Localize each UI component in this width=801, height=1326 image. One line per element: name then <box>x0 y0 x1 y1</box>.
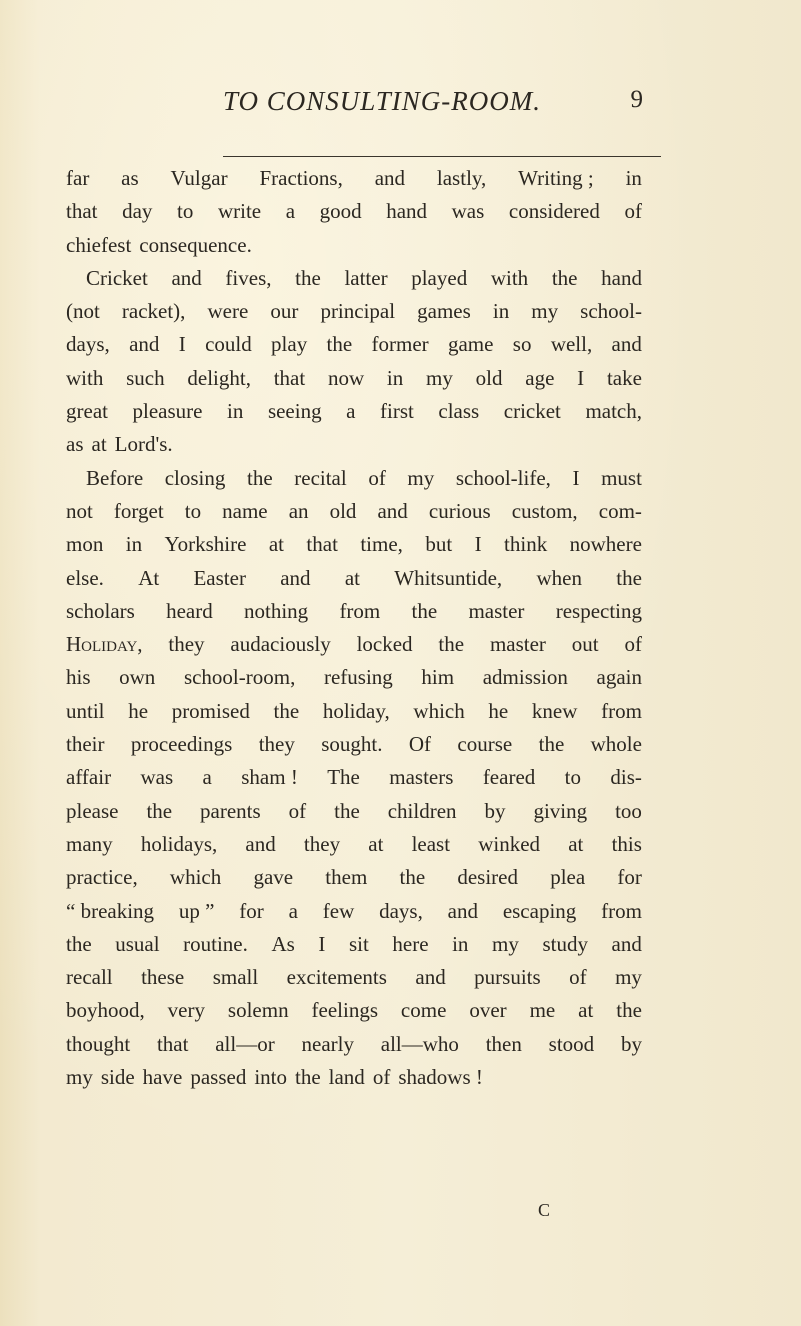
word: him <box>421 665 455 690</box>
text-line <box>66 262 642 295</box>
word: delight, <box>187 365 251 390</box>
word: school-room, <box>183 665 296 690</box>
word: was <box>451 199 485 224</box>
word: then <box>485 1031 522 1056</box>
word: now <box>327 365 365 390</box>
word: their <box>66 732 105 757</box>
word: and <box>245 831 276 856</box>
word: thought <box>66 1031 131 1056</box>
word: feelings <box>311 998 378 1023</box>
word: Easter <box>193 565 246 590</box>
word: and <box>171 265 202 290</box>
word: Yorkshire <box>164 532 247 557</box>
text-line <box>66 795 642 828</box>
word: holiday, <box>322 698 390 723</box>
word: school- <box>580 299 642 324</box>
word: from <box>601 698 642 723</box>
text-line <box>66 462 642 495</box>
word: these <box>141 965 185 990</box>
word: he <box>128 698 149 723</box>
word: days, <box>66 332 110 357</box>
word: play <box>271 332 308 357</box>
word: whole <box>590 732 642 757</box>
word: out <box>571 632 599 657</box>
word: until <box>66 698 105 723</box>
word: of <box>569 965 587 990</box>
word: old <box>475 365 503 390</box>
word: heard <box>166 598 213 623</box>
word: for <box>617 865 642 890</box>
word: Holiday, <box>66 632 143 657</box>
word: At <box>138 565 160 590</box>
word: least <box>411 831 451 856</box>
word: affair <box>66 765 112 790</box>
text-line <box>66 328 642 361</box>
word: consequence. <box>139 232 252 257</box>
word: first <box>380 399 414 424</box>
text-line <box>66 229 642 262</box>
word: that <box>66 199 98 224</box>
text-line <box>66 195 642 228</box>
word: at <box>568 831 584 856</box>
word: was <box>140 765 174 790</box>
text-line <box>66 761 642 794</box>
word: closing <box>164 465 226 490</box>
word: passed <box>190 1065 247 1090</box>
word: at <box>578 998 594 1023</box>
text-line <box>66 628 642 661</box>
word: I <box>572 465 580 490</box>
word: usual <box>115 931 160 956</box>
word: Writing ; <box>518 166 594 190</box>
word: practice, <box>66 865 138 890</box>
word: good <box>319 199 362 224</box>
word: think <box>504 532 548 557</box>
word: the <box>295 265 321 290</box>
word: played <box>411 265 468 290</box>
word: masters <box>389 765 454 790</box>
word: parents <box>200 798 261 823</box>
word: latter <box>344 265 388 290</box>
page-number: 9 <box>630 86 643 113</box>
word: and <box>415 965 446 990</box>
word: The <box>327 765 360 790</box>
word: to <box>184 498 202 523</box>
word: lastly, <box>436 166 487 190</box>
word: when <box>536 565 582 590</box>
word: they <box>258 732 295 757</box>
word: and <box>129 332 160 357</box>
word: promised <box>171 698 250 723</box>
word: at <box>268 532 284 557</box>
header-rule <box>223 156 661 157</box>
word: (not <box>66 299 100 324</box>
word: solemn <box>227 998 289 1023</box>
word: name <box>222 498 268 523</box>
word: chiefest <box>66 232 132 257</box>
body-text <box>66 162 642 1094</box>
text-line <box>66 428 642 461</box>
word: school-life, <box>455 465 551 490</box>
word: to <box>564 765 581 790</box>
text-line <box>66 961 642 994</box>
word: few <box>322 898 355 923</box>
word: master <box>489 632 546 657</box>
word: by <box>484 798 506 823</box>
running-title: TO CONSULTING-ROOM. <box>223 86 542 116</box>
word: excitements <box>286 965 387 990</box>
text-line <box>66 1028 642 1061</box>
word: were <box>207 299 249 324</box>
word: nearly <box>301 1031 354 1056</box>
word: which <box>169 865 222 890</box>
word: sit <box>348 931 369 956</box>
text-line <box>66 595 642 628</box>
word: take <box>606 365 642 390</box>
word: proceedings <box>130 732 233 757</box>
word: course <box>457 732 513 757</box>
word: to <box>177 199 194 224</box>
word: at <box>91 432 107 457</box>
text-line <box>66 528 642 561</box>
word: the <box>247 465 273 490</box>
word: from <box>339 598 381 623</box>
word: an <box>288 498 309 523</box>
word: a <box>288 898 298 923</box>
word: here <box>392 931 429 956</box>
word: curious <box>428 498 491 523</box>
word: stood <box>548 1031 595 1056</box>
word: which <box>413 698 465 723</box>
word: old <box>329 498 357 523</box>
word: the <box>273 698 300 723</box>
word: of <box>624 632 642 657</box>
word: in <box>452 931 469 956</box>
word: the <box>326 332 353 357</box>
word: but <box>425 532 453 557</box>
word: age <box>525 365 555 390</box>
word: Of <box>408 732 432 757</box>
word: I <box>474 532 482 557</box>
word: they <box>168 632 205 657</box>
running-head <box>223 86 643 126</box>
word: the <box>334 798 360 823</box>
word: at <box>344 565 360 590</box>
word: the <box>399 865 426 890</box>
signature-mark: C <box>538 1200 551 1220</box>
word: the <box>538 732 565 757</box>
word: recital <box>294 465 347 490</box>
word: my <box>426 365 453 390</box>
word: and <box>611 931 642 956</box>
word: he <box>488 698 509 723</box>
word: com- <box>598 498 642 523</box>
word: considered <box>508 199 600 224</box>
word: Before <box>86 465 144 490</box>
word: and <box>611 332 642 357</box>
word: could <box>205 332 252 357</box>
word: cricket <box>503 399 561 424</box>
word: Cricket <box>86 265 148 290</box>
word: please <box>66 798 119 823</box>
word: day <box>122 199 153 224</box>
word: I <box>178 332 186 357</box>
word: forget <box>113 498 164 523</box>
word: children <box>387 798 457 823</box>
word: As <box>271 931 295 956</box>
word: and <box>377 498 408 523</box>
word: in <box>386 365 404 390</box>
word: them <box>325 865 368 890</box>
word: else. <box>66 565 104 590</box>
word: giving <box>533 798 588 823</box>
text-line <box>66 895 642 928</box>
word: that <box>306 532 338 557</box>
word: time, <box>360 532 403 557</box>
text-line <box>66 1061 642 1094</box>
word: have <box>142 1065 183 1090</box>
word: from <box>601 898 642 923</box>
word: in <box>227 399 244 424</box>
word: class <box>438 399 480 424</box>
word: sham ! <box>241 765 298 790</box>
word: escaping <box>502 898 577 923</box>
text-line <box>66 395 642 428</box>
word: well, <box>550 332 593 357</box>
word: my <box>66 1065 93 1090</box>
word: many <box>66 831 113 856</box>
word: hand <box>601 265 642 290</box>
word: Vulgar <box>170 166 228 190</box>
word: the <box>66 931 92 956</box>
word: mon <box>66 532 104 557</box>
word: land <box>328 1065 365 1090</box>
word: of <box>624 199 642 224</box>
word: principal <box>320 299 396 324</box>
text-line <box>66 728 642 761</box>
word: come <box>400 998 447 1023</box>
word: boyhood, <box>66 998 145 1023</box>
word: plea <box>550 865 586 890</box>
word: shadows ! <box>398 1065 483 1090</box>
word: nothing <box>244 598 309 623</box>
word: winked <box>478 831 541 856</box>
word: games <box>417 299 471 324</box>
word: as <box>121 166 139 190</box>
word: Whitsuntide, <box>394 565 503 590</box>
word: of <box>368 465 386 490</box>
word: that <box>156 1031 189 1056</box>
word: and <box>447 898 478 923</box>
word: my <box>492 931 519 956</box>
word: dis- <box>610 765 642 790</box>
word: side <box>100 1065 135 1090</box>
word: me <box>529 998 556 1023</box>
word: too <box>615 798 642 823</box>
word: fives, <box>225 265 272 290</box>
word: such <box>126 365 165 390</box>
word: refusing <box>323 665 393 690</box>
text-line <box>66 928 642 961</box>
word: with <box>66 365 104 390</box>
word: scholars <box>66 598 135 623</box>
word: a <box>285 199 296 224</box>
text-line <box>66 828 642 861</box>
word: routine. <box>183 931 248 956</box>
word: the <box>411 598 438 623</box>
word: the <box>551 265 578 290</box>
word: of <box>288 798 307 823</box>
word: as <box>66 432 84 457</box>
word: up ” <box>178 898 215 923</box>
word: admission <box>482 665 568 690</box>
word: former <box>371 332 429 357</box>
word: pleasure <box>132 399 203 424</box>
word: the <box>438 632 465 657</box>
word: master <box>468 598 525 623</box>
word: his <box>66 665 91 690</box>
word: gave <box>253 865 294 890</box>
word: over <box>469 998 507 1023</box>
word: and <box>280 565 311 590</box>
word: very <box>167 998 205 1023</box>
word: in <box>125 532 143 557</box>
word: Lord's. <box>114 432 173 457</box>
word: my <box>615 965 642 990</box>
word: “ breaking <box>66 898 155 923</box>
word: sought. <box>321 732 383 757</box>
word: the <box>616 565 642 590</box>
word: seeing <box>267 399 322 424</box>
word: own <box>119 665 156 690</box>
word: again <box>596 665 642 690</box>
word: so <box>512 332 532 357</box>
word: all—who <box>380 1031 459 1056</box>
word: desired <box>457 865 519 890</box>
word: our <box>270 299 299 324</box>
word: match, <box>585 399 642 424</box>
word: my <box>407 465 435 490</box>
word: write <box>217 199 262 224</box>
text-line <box>66 695 642 728</box>
word: of <box>372 1065 391 1090</box>
text-line <box>66 562 642 595</box>
text-line <box>66 495 642 528</box>
word: a <box>202 765 212 790</box>
word: locked <box>356 632 413 657</box>
word: the <box>295 1065 321 1090</box>
word: I <box>318 931 326 956</box>
word: they <box>303 831 341 856</box>
word: in <box>625 166 642 190</box>
word: at <box>368 831 384 856</box>
word: must <box>601 465 642 490</box>
word: days, <box>379 898 423 923</box>
word: respecting <box>555 598 642 623</box>
word: Fractions, <box>259 166 343 190</box>
word: I <box>577 365 585 390</box>
word: great <box>66 399 108 424</box>
word: small <box>212 965 259 990</box>
word: nowhere <box>569 532 642 557</box>
word: study <box>542 931 588 956</box>
word: pursuits <box>474 965 541 990</box>
word: recall <box>66 965 113 990</box>
word: for <box>239 898 264 923</box>
word: not <box>66 498 93 523</box>
text-line <box>66 295 642 328</box>
text-line <box>66 861 642 894</box>
word: and <box>374 166 406 190</box>
word: the <box>616 998 642 1023</box>
word: holidays, <box>140 831 218 856</box>
text-line <box>66 162 642 195</box>
word: that <box>273 365 306 390</box>
word: in <box>492 299 510 324</box>
word: into <box>254 1065 287 1090</box>
word: custom, <box>511 498 578 523</box>
word: knew <box>531 698 578 723</box>
word: a <box>346 399 356 424</box>
word: by <box>620 1031 642 1056</box>
word: hand <box>386 199 428 224</box>
word: with <box>490 265 529 290</box>
text-line <box>66 994 642 1027</box>
word: audaciously <box>230 632 331 657</box>
text-line <box>66 362 642 395</box>
word: racket), <box>121 299 186 324</box>
word: the <box>146 798 173 823</box>
word: all—or <box>215 1031 275 1056</box>
text-line <box>66 661 642 694</box>
word: game <box>447 332 494 357</box>
word: feared <box>482 765 536 790</box>
word: far <box>66 166 90 190</box>
word: this <box>611 831 642 856</box>
word: my <box>531 299 559 324</box>
